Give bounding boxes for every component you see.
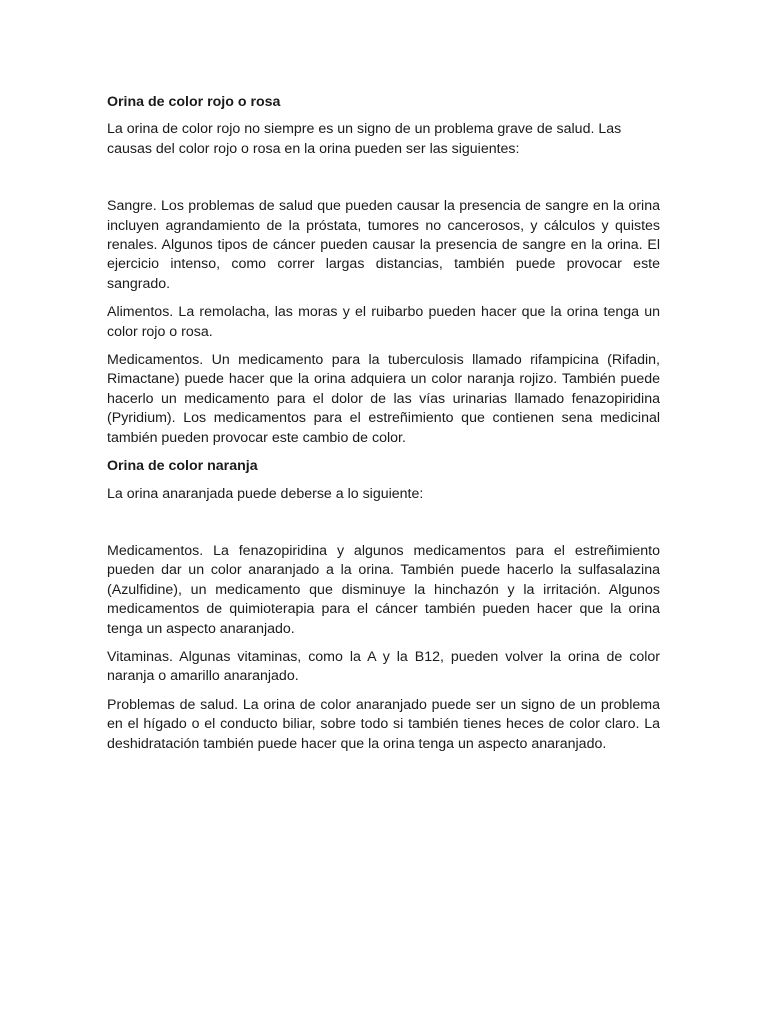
paragraph-alimentos: Alimentos. La remolacha, las moras y el ruibarbo pueden hacer que la orina tenga un color rojo o rosa.	[107, 304, 660, 340]
paragraph-vitaminas: Vitaminas. Algunas vitaminas, como la A y la B12, pueden volver la orina de color naranja o amarillo anaranjado.	[107, 648, 660, 685]
paragraph-medicamentos: Medicamentos. La fenazopiridina y algunos medicamentos para el estreñimiento pueden dar un color anaranjado a la orina. También puede hacerlo la sulfasalazina (Azulfidine), un medicamento que disminuye la hinchazón y la irritación. Algunos medicamentos de quimioterapia para el cáncer también pueden hacer que la orina tenga un aspecto anaranjado.	[107, 542, 660, 637]
section-heading: Orina de color rojo o rosa	[107, 94, 281, 110]
section-intro: La orina de color rojo no siempre es un signo de un problema grave de salud. Las causas del color rojo o rosa en la orina pueden ser las siguientes:	[107, 121, 622, 157]
section-heading: Orina de color naranja	[107, 458, 258, 475]
section-intro: La orina anaranjada puede deberse a lo siguiente:	[107, 485, 424, 502]
paragraph-sangre: Sangre. Los problemas de salud que pueden causar la presencia de sangre en la orina incluyen agrandamiento de la próstata, tumores no cancerosos, y cálculos y quistes renales. Algunos tipos de cáncer pueden causar la presencia de sangre en la orina. El ejercicio intenso, como correr largas distancias, también puede provocar este sangrado.	[107, 198, 660, 292]
paragraph-problemas-de-salud: Problemas de salud. La orina de color anaranjado puede ser un signo de un problema en el hígado o el conducto biliar, sobre todo si también tienes heces de color claro. La deshidratación también puede hacer que la orina tenga un aspecto anaranjado.	[107, 696, 660, 752]
paragraph-medicamentos: Medicamentos. Un medicamento para la tuberculosis llamado rifampicina (Rifadin, Rimactane) puede hacer que la orina adquiera un color naranja rojizo. También puede hacerlo un medicamento para el dolor de las vías urinarias llamado fenazopiridina (Pyridium). Los medicamentos para el estreñimiento que contienen sena medicinal también pueden provocar este cambio de color.	[107, 352, 660, 446]
document-page	[107, 93, 660, 754]
